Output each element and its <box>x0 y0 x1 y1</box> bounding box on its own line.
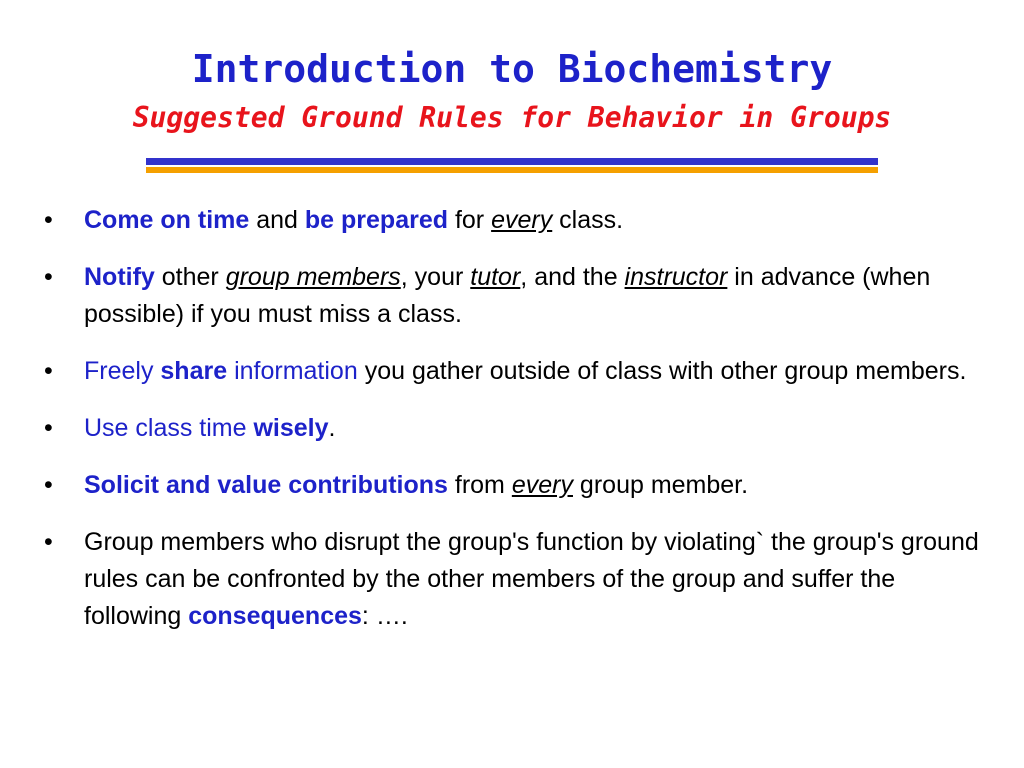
plain-text: other <box>154 263 226 291</box>
colored-text: Use class time <box>84 414 254 442</box>
plain-text: and <box>249 206 305 234</box>
underlined-text: every <box>511 471 573 499</box>
plain-text: group member. <box>572 471 749 499</box>
emphasis-text: wisely <box>253 414 329 442</box>
list-item-come-on-time <box>44 202 984 239</box>
divider-orange <box>146 167 878 173</box>
emphasis-text: Solicit and value contributions <box>84 471 448 499</box>
list-item-share-information <box>44 353 984 390</box>
bullet-icon: • <box>44 471 53 499</box>
bullet-icon: • <box>44 528 53 556</box>
list-item-solicit-contributions <box>44 467 984 504</box>
plain-text: : …. <box>361 602 408 630</box>
list-item-consequences <box>44 524 984 635</box>
plain-text: from <box>447 471 512 499</box>
bullet-icon: • <box>44 414 53 442</box>
underlined-text: instructor <box>624 263 728 291</box>
list-item-notify <box>44 259 984 333</box>
colored-text: Freely <box>84 357 161 385</box>
emphasis-text: share <box>160 357 228 385</box>
ground-rules-list <box>44 202 984 655</box>
slide-subtitle: Suggested Ground Rules for Behavior in Groups <box>132 101 892 134</box>
underlined-text: tutor <box>470 263 521 291</box>
underlined-text: every <box>491 206 553 234</box>
plain-text: class. <box>552 206 624 234</box>
slide-title: Introduction to Biochemistry <box>191 47 833 91</box>
plain-text: for <box>448 206 492 234</box>
plain-text: you gather outside of class with other group members. <box>357 357 967 385</box>
underlined-text: group members <box>225 263 401 291</box>
list-item-use-time-wisely <box>44 410 984 447</box>
emphasis-text: be prepared <box>304 206 449 234</box>
bullet-icon: • <box>44 206 53 234</box>
plain-text: , your <box>400 263 471 291</box>
plain-text: Group members who disrupt the group's function by violating` the group's ground rules can be confronted by the other members of the group and suffer the following <box>84 528 979 630</box>
divider-blue <box>146 158 878 165</box>
bullet-icon: • <box>44 357 53 385</box>
plain-text: , and the <box>520 263 625 291</box>
emphasis-text: Notify <box>84 263 155 291</box>
plain-text: . <box>328 414 336 442</box>
bullet-icon: • <box>44 263 53 291</box>
emphasis-text: consequences <box>188 602 362 630</box>
emphasis-text: Come on time <box>84 206 250 234</box>
colored-text: information <box>227 357 358 385</box>
plain-text: in advance (when possible) if you must miss a class. <box>84 263 931 328</box>
